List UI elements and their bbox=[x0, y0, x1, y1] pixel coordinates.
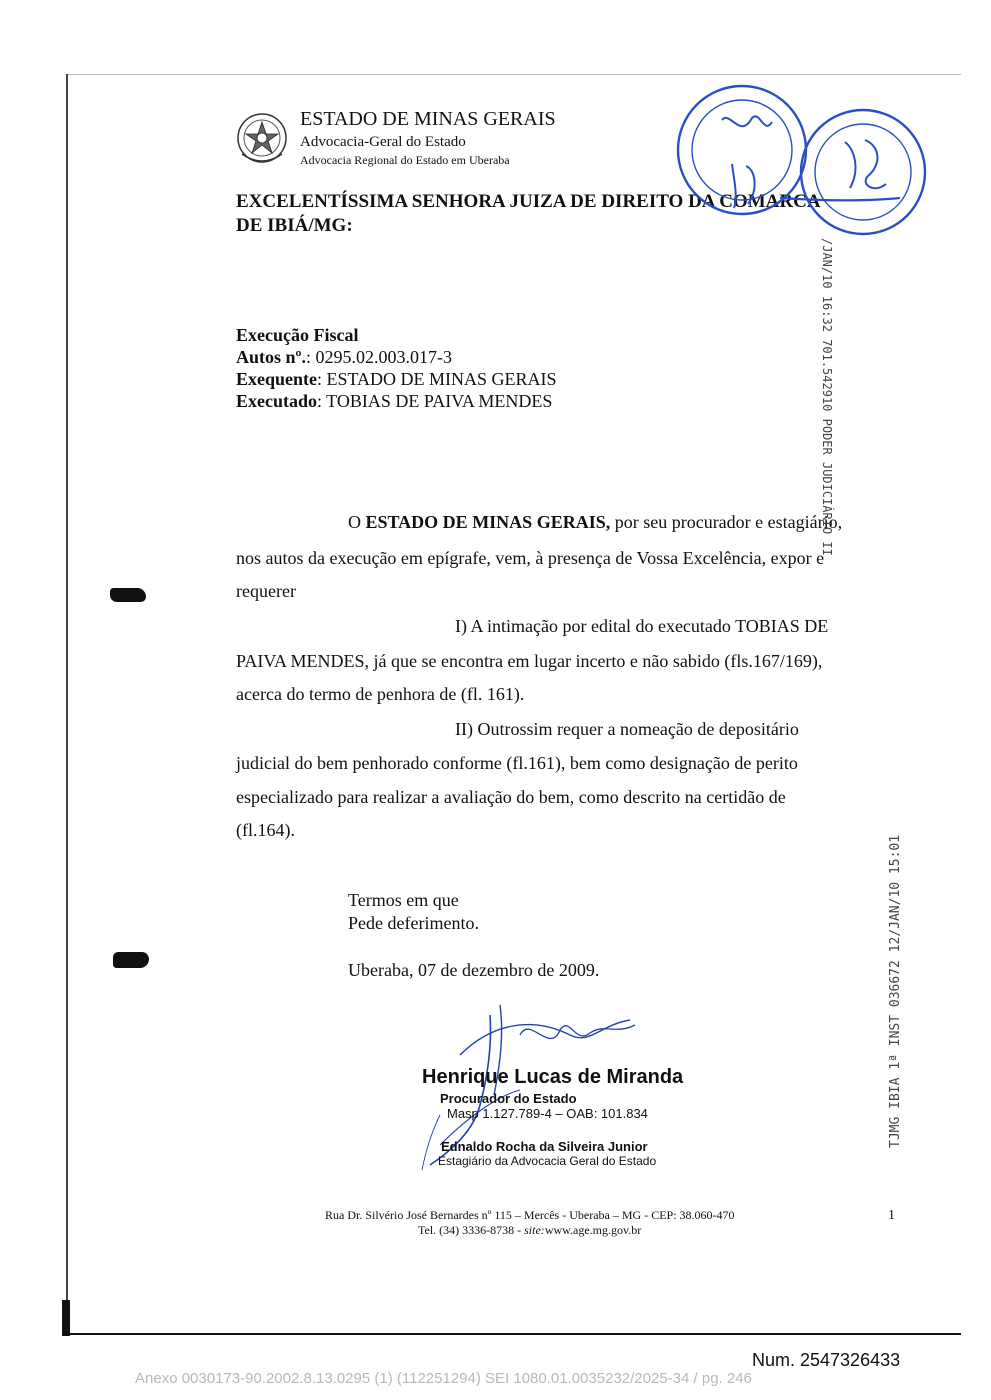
footer-site-label: site: bbox=[524, 1223, 545, 1237]
closing-line: Termos em que bbox=[348, 890, 459, 910]
state-coat-of-arms-icon bbox=[236, 110, 288, 166]
exequente-value: : ESTADO DE MINAS GERAIS bbox=[317, 369, 557, 389]
letterhead-subtitle: Advocacia-Geral do Estado bbox=[300, 134, 466, 150]
punch-hole-mark bbox=[110, 588, 146, 602]
footer-site-link[interactable]: www.age.mg.gov.br bbox=[544, 1223, 642, 1237]
protocol-stamp: /JAN/10 16:32 701.542910 PODER JUDICIÁRIO II bbox=[820, 238, 834, 556]
body-line: especializado para realizar a avaliação do bem, como descrito na certidão de bbox=[236, 787, 786, 807]
footer-address: Rua Dr. Silvério José Bernardes nº 115 – Mercês - Uberaba – MG - CEP: 38.060-470 bbox=[325, 1208, 735, 1222]
intern-role: Estagiário da Advocacia Geral do Estado bbox=[438, 1154, 657, 1168]
body-line: (fl.164). bbox=[236, 820, 295, 840]
place-date: Uberaba, 07 de dezembro de 2009. bbox=[348, 960, 600, 980]
autos-value: : 0295.02.003.017-3 bbox=[305, 347, 452, 367]
body-line: judicial do bem penhorado conforme (fl.161), bem como designação de perito bbox=[236, 753, 798, 773]
scan-border-top bbox=[66, 74, 961, 75]
addressee-line: EXCELENTÍSSIMA SENHORA JUIZA DE DIREITO DA COMARCA bbox=[236, 191, 821, 212]
closing-line: Pede deferimento. bbox=[348, 913, 479, 933]
letterhead-regional: Advocacia Regional do Estado em Uberaba bbox=[300, 153, 510, 167]
footer-tel: Tel. (34) 3336-8738 - bbox=[418, 1223, 525, 1237]
body-line: PAIVA MENDES, já que se encontra em lugar incerto e não sabido (fls.167/169), bbox=[236, 651, 823, 671]
case-type: Execução Fiscal bbox=[236, 325, 359, 345]
court-secretariat-stamps bbox=[660, 80, 940, 250]
request-item-1: I) A intimação por edital do executado TOBIAS DE bbox=[455, 616, 829, 636]
annex-reference: Anexo 0030173-90.2002.8.13.0295 (1) (112251294) SEI 1080.01.0035232/2025-34 / pg. 246 bbox=[135, 1370, 752, 1387]
body-line: acerca do termo de penhora de (fl. 161). bbox=[236, 684, 525, 704]
request-item-2: II) Outrossim requer a nomeação de depositário bbox=[455, 719, 799, 739]
page-number: 1 bbox=[888, 1208, 895, 1223]
scan-border-left bbox=[66, 74, 68, 1334]
autos-label: Autos nº. bbox=[236, 347, 306, 367]
signatory-registration: Masp 1.127.789-4 – OAB: 101.834 bbox=[447, 1106, 648, 1121]
executado-value: : TOBIAS DE PAIVA MENDES bbox=[317, 391, 553, 411]
exequente-label: Exequente bbox=[236, 369, 317, 389]
signatory-role: Procurador do Estado bbox=[440, 1091, 577, 1106]
punch-hole-mark bbox=[113, 952, 149, 968]
document-number: Num. 2547326433 bbox=[752, 1350, 901, 1370]
footer-contact bbox=[418, 1223, 641, 1238]
protocol-stamp: TJMG IBIA 1ª INST 036672 12/JAN/10 15:01 bbox=[888, 834, 903, 1148]
body-line: requerer bbox=[236, 581, 296, 601]
letterhead-title: ESTADO DE MINAS GERAIS bbox=[300, 108, 556, 130]
executado-label: Executado bbox=[236, 391, 317, 411]
scan-corner-mark bbox=[62, 1300, 70, 1336]
body-line: nos autos da execução em epígrafe, vem, à presença de Vossa Excelência, expor e bbox=[236, 548, 825, 568]
body-line bbox=[348, 512, 842, 533]
intern-name: Ednaldo Rocha da Silveira Junior bbox=[441, 1139, 648, 1154]
addressee-line: DE IBIÁ/MG: bbox=[236, 215, 353, 236]
signatory-name: Henrique Lucas de Miranda bbox=[422, 1066, 684, 1088]
scan-border-bottom bbox=[66, 1333, 961, 1335]
body-text: O bbox=[348, 512, 366, 532]
body-bold-text: ESTADO DE MINAS GERAIS, bbox=[365, 512, 611, 532]
body-text: por seu procurador e estagiário, bbox=[610, 512, 843, 532]
case-metadata bbox=[236, 324, 557, 412]
